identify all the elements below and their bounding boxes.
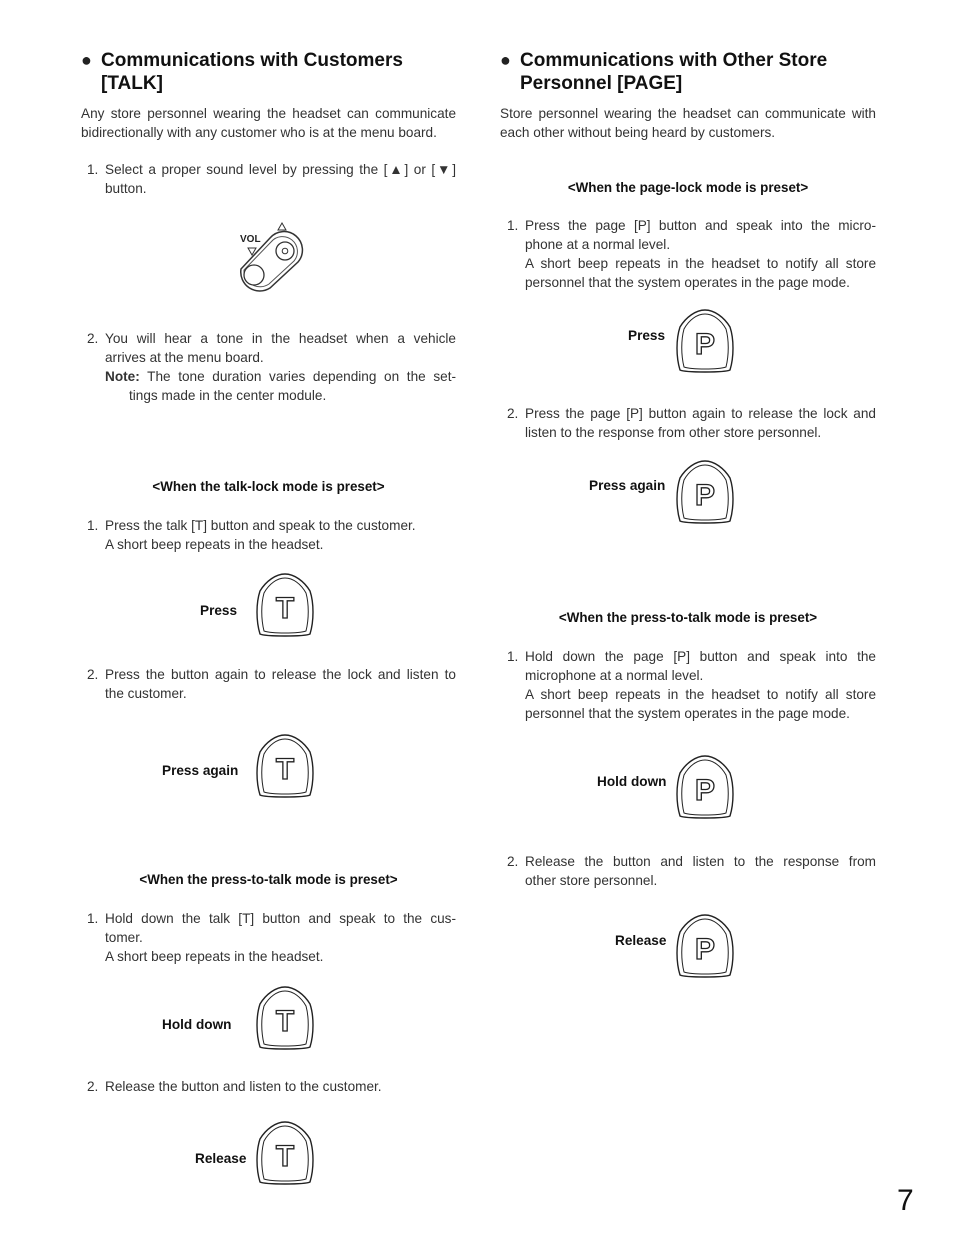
button-letter: T [275, 1140, 295, 1173]
release-label: Release [195, 1151, 247, 1166]
left-intro: Any store personnel wearing the headset can communicate bidirectionally with any customer who is at the menu board. [81, 106, 456, 140]
page-ptt-step1-line2: microphone at a normal level. [525, 668, 704, 683]
page-lock-step2 [525, 404, 876, 442]
bullet-icon: ● [500, 50, 511, 70]
volume-down-button [244, 265, 264, 285]
page-lock-heading: <When the page-lock mode is preset> [567, 180, 809, 195]
page-lock-step1-line3: A short beep repeats in the headset to notify all store [525, 256, 876, 271]
right-intro: Store personnel wearing the headset can communicate with each other without being heard by customers. [500, 106, 876, 140]
volume-control-illustration [232, 220, 312, 296]
right-title-line1: Communications with Other Store [520, 50, 828, 71]
page-button-icon [674, 307, 736, 375]
page-press-to-talk-heading: <When the press-to-talk mode is preset> [558, 610, 818, 625]
button-letter: T [275, 753, 295, 786]
page-ptt-step1 [525, 647, 876, 723]
button-letter: P [694, 328, 716, 361]
talk-lock-heading: <When the talk-lock mode is preset> [152, 479, 385, 494]
volume-up-icon [278, 223, 286, 230]
left-title-line2: [TALK] [101, 73, 163, 94]
button-letter: T [275, 1005, 295, 1038]
button-letter: P [694, 774, 716, 807]
left-step1-line1: Select a proper sound level by pressing the [▲] or [▼] [105, 162, 456, 177]
note-line2: tings made in the center module. [129, 388, 327, 403]
ptt-step1-line1: Hold down the talk [T] button and speak to the cus- [105, 911, 456, 926]
page-ptt-step1-line1: Hold down the page [P] button and speak into the [525, 649, 876, 664]
page-lock-step2-line1: Press the page [P] button again to release the lock and [525, 406, 876, 421]
press-again-label: Press again [589, 478, 666, 493]
button-letter: P [694, 479, 716, 512]
page-lock-step1-line2: phone at a normal level. [525, 237, 671, 252]
step-number: 2. [507, 854, 519, 869]
page-button-icon [674, 753, 736, 821]
step-number: 1. [507, 218, 519, 233]
talk-lock-step1-line2: A short beep repeats in the headset. [105, 537, 324, 552]
page-ptt-step1-line4: personnel that the system operates in the page mode. [525, 706, 850, 721]
ptt-step2: Release the button and listen to the customer. [105, 1079, 382, 1094]
step-number: 1. [87, 162, 99, 177]
step-number: 2. [87, 667, 99, 682]
step-number: 1. [87, 518, 99, 533]
press-to-talk-step1 [105, 909, 456, 966]
talk-lock-step1-line1: Press the talk [T] button and speak to the customer. [105, 518, 416, 533]
step-number: 2. [507, 406, 519, 421]
talk-button-icon [254, 1119, 316, 1187]
ptt-step1-line2: tomer. [105, 930, 143, 945]
press-label: Press [628, 328, 666, 343]
press-again-label: Press again [162, 763, 239, 778]
talk-lock-step2-line1: Press the button again to release the lock and listen to [105, 667, 456, 682]
step-number: 2. [87, 1079, 99, 1094]
page-button-icon [674, 912, 736, 980]
press-to-talk-heading: <When the press-to-talk mode is preset> [139, 872, 398, 887]
hold-down-label: Hold down [162, 1017, 232, 1032]
hold-down-label: Hold down [597, 774, 667, 789]
button-letter: P [694, 933, 716, 966]
talk-lock-step2-line2: the customer. [105, 686, 187, 701]
right-title-line2: Personnel [PAGE] [520, 73, 683, 94]
talk-lock-step2 [105, 665, 456, 703]
left-step2-line2: arrives at the menu board. [105, 350, 264, 365]
step-number: 2. [87, 331, 99, 346]
bullet-icon: ● [81, 50, 92, 70]
page-button-icon [674, 458, 736, 526]
page-ptt-step2-line1: Release the button and listen to the response from [525, 854, 876, 869]
vol-label: VOL [240, 234, 261, 245]
left-step1 [105, 160, 456, 198]
volume-up-button [276, 242, 294, 260]
page-lock-step1-line1: Press the page [P] button and speak into the micro- [525, 218, 876, 233]
button-letter: T [275, 592, 295, 625]
talk-button-icon [254, 571, 316, 639]
release-label: Release [615, 933, 667, 948]
talk-button-icon [254, 732, 316, 800]
page-lock-step2-line2: listen to the response from other store personnel. [525, 425, 822, 440]
page-lock-step1-line4: personnel that the system operates in the page mode. [525, 275, 850, 290]
talk-button-icon [254, 984, 316, 1052]
press-label: Press [200, 603, 238, 618]
left-step2-line1: You will hear a tone in the headset when a vehicle [105, 331, 456, 346]
page-lock-step1 [525, 216, 876, 292]
note-label: Note: [105, 369, 140, 384]
page-ptt-step2 [525, 852, 876, 890]
step-number: 1. [87, 911, 99, 926]
step-number: 1. [507, 649, 519, 664]
page-ptt-step2-line2: other store personnel. [525, 873, 658, 888]
left-step1-line2: button. [105, 181, 147, 196]
ptt-step1-line3: A short beep repeats in the headset. [105, 949, 324, 964]
left-title-line1: Communications with Customers [101, 50, 403, 71]
note-line1: The tone duration varies depending on the set- [147, 369, 456, 384]
talk-lock-step1 [105, 516, 456, 554]
page-number: 7 [897, 1184, 914, 1217]
page-ptt-step1-line3: A short beep repeats in the headset to notify all store [525, 687, 876, 702]
left-step2 [105, 329, 456, 405]
